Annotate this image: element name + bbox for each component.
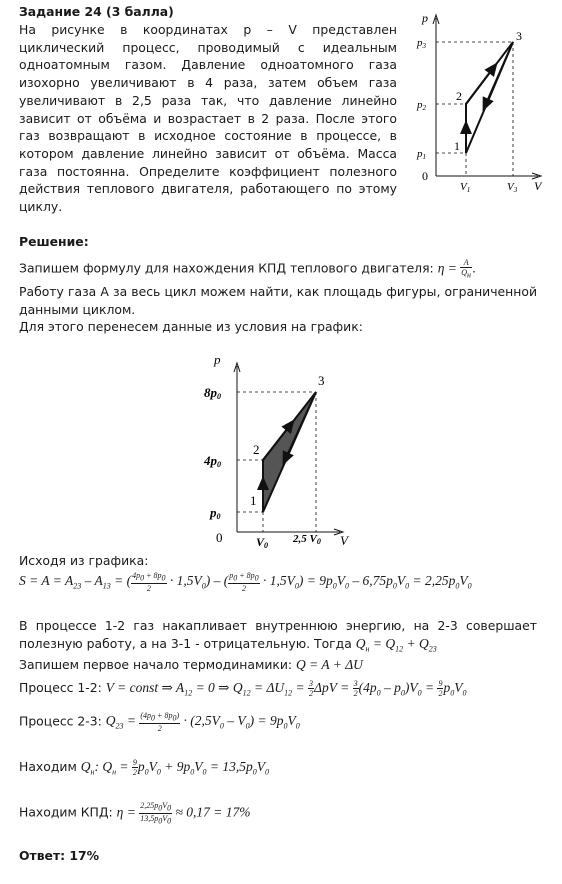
point-3-label-2: 3 [318,373,325,388]
p-8p0-label: 8p0 [204,385,221,401]
p-p0-label: p0 [210,505,221,521]
origin-label-2: 0 [216,530,223,545]
p2-label: p2 [417,99,426,112]
formula-intro-line: Запишем формулу для нахождения КПД теплового двигателя: η = $\frac{A}{Q_н}$ . [19,258,476,280]
axis-p-label-2: p [214,352,221,367]
work-text: Работу газа A за весь цикл можем найти, как площадь фигуры, ограниченной данными циклом. [19,284,537,317]
find-eff-line: Находим КПД: η = $\frac{2,25p_0V_0}{13,5p_0V_0}$ ≈ 0,17 = 17% [19,801,251,826]
transfer-text: Для этого перенесем данные из условия на график: [19,319,363,334]
solution-heading: Решение: [19,234,89,249]
heat-text: В процессе 1-2 газ накапливает внутреннюю энергию, на 2-3 совершает полезную работу, а на 3-1 - отрицательную. Тогда $Q_н = Q_{12} + Q_{23}$ [19,618,537,654]
point-3-label: 3 [516,29,522,43]
from-graph-text: Исходя из графика: [19,553,149,568]
p-4p0-label: 4p0 [204,453,221,469]
point-2-label: 2 [456,89,462,103]
pv-diagram-2 [200,352,360,550]
v-v0-label: V0 [256,535,269,550]
v-25v0-label: 2,5 V0 [293,533,321,546]
pv-diagram-1 [410,8,550,193]
p3-label: p3 [417,37,426,50]
task-text: На рисунке в координатах p – V представлен циклический процесс, проводимый с идеальным одноатомным газом. Давление одноатомного газа изохорно увеличивают в 4 раза, затем объем газа увеличивают в 2,5 раза так, что давление линейно зависит от объёма и возрастает в 2 раза. После этого газ возвращают в исходное состояние в процессе, в котором давление линейно зависит от объёма. Масса газа постоянна. Определите коэффициент полезного действия теплового двигателя, работающего по этому циклу. [19,22,397,215]
axis-v-label: V [534,179,542,193]
axis-v-label-2: V [340,533,348,548]
first-law-line: Запишем первое начало термодинамики: Q = A + ΔU [19,657,363,672]
point-2-label-2: 2 [253,442,260,457]
formula-intro: Запишем формулу для нахождения КПД теплового двигателя: [19,260,434,276]
origin-label: 0 [422,169,428,183]
p1-label: p1 [417,148,426,161]
process-23-line: Процесс 2-3: $Q_{23}$ = $\frac{(4p_0 + 8p_0)}{2}$ · $(2,5V_0 - V_0) = 9p_0V_0$ [19,711,300,733]
process-12-line: Процесс 1-2: V = const ⇒ $A_{12} = 0$ ⇒ $Q_{12} = \Delta U_{12}$ = $\frac{3}{2}$ ΔpV = $\frac{3}{2}$ $(4p_0 - p_0)V_0$ = $\frac{9}{2}$ $p_0V_0$ [19,679,467,698]
point-1-label-2: 1 [250,493,257,508]
area-equation: $S = A = A_{23} - A_{13}$ = ( $\frac{4p_0 + 8p_0}{2}$ · $1,5V_0$) – ( $\frac{p_0 + 8p_0}{2}$ · $1,5V_0) = 9p_0V_0 - 6,75p_0V_0 = 2,25p_0V_0$ [19,571,472,593]
point-1-label: 1 [454,139,460,153]
v3-label: V3 [507,181,518,193]
axis-p-label: p [422,11,428,25]
answer: Ответ: 17% [19,848,100,863]
task-title: Задание 24 (3 балла) [19,4,174,19]
v1-label: V1 [460,181,471,193]
find-qh-line: Находим $Q_н$: $Q_н$ = $\frac{9}{2}$ $p_0V_0 + 9p_0V_0 = 13,5p_0V_0$ [19,758,270,777]
